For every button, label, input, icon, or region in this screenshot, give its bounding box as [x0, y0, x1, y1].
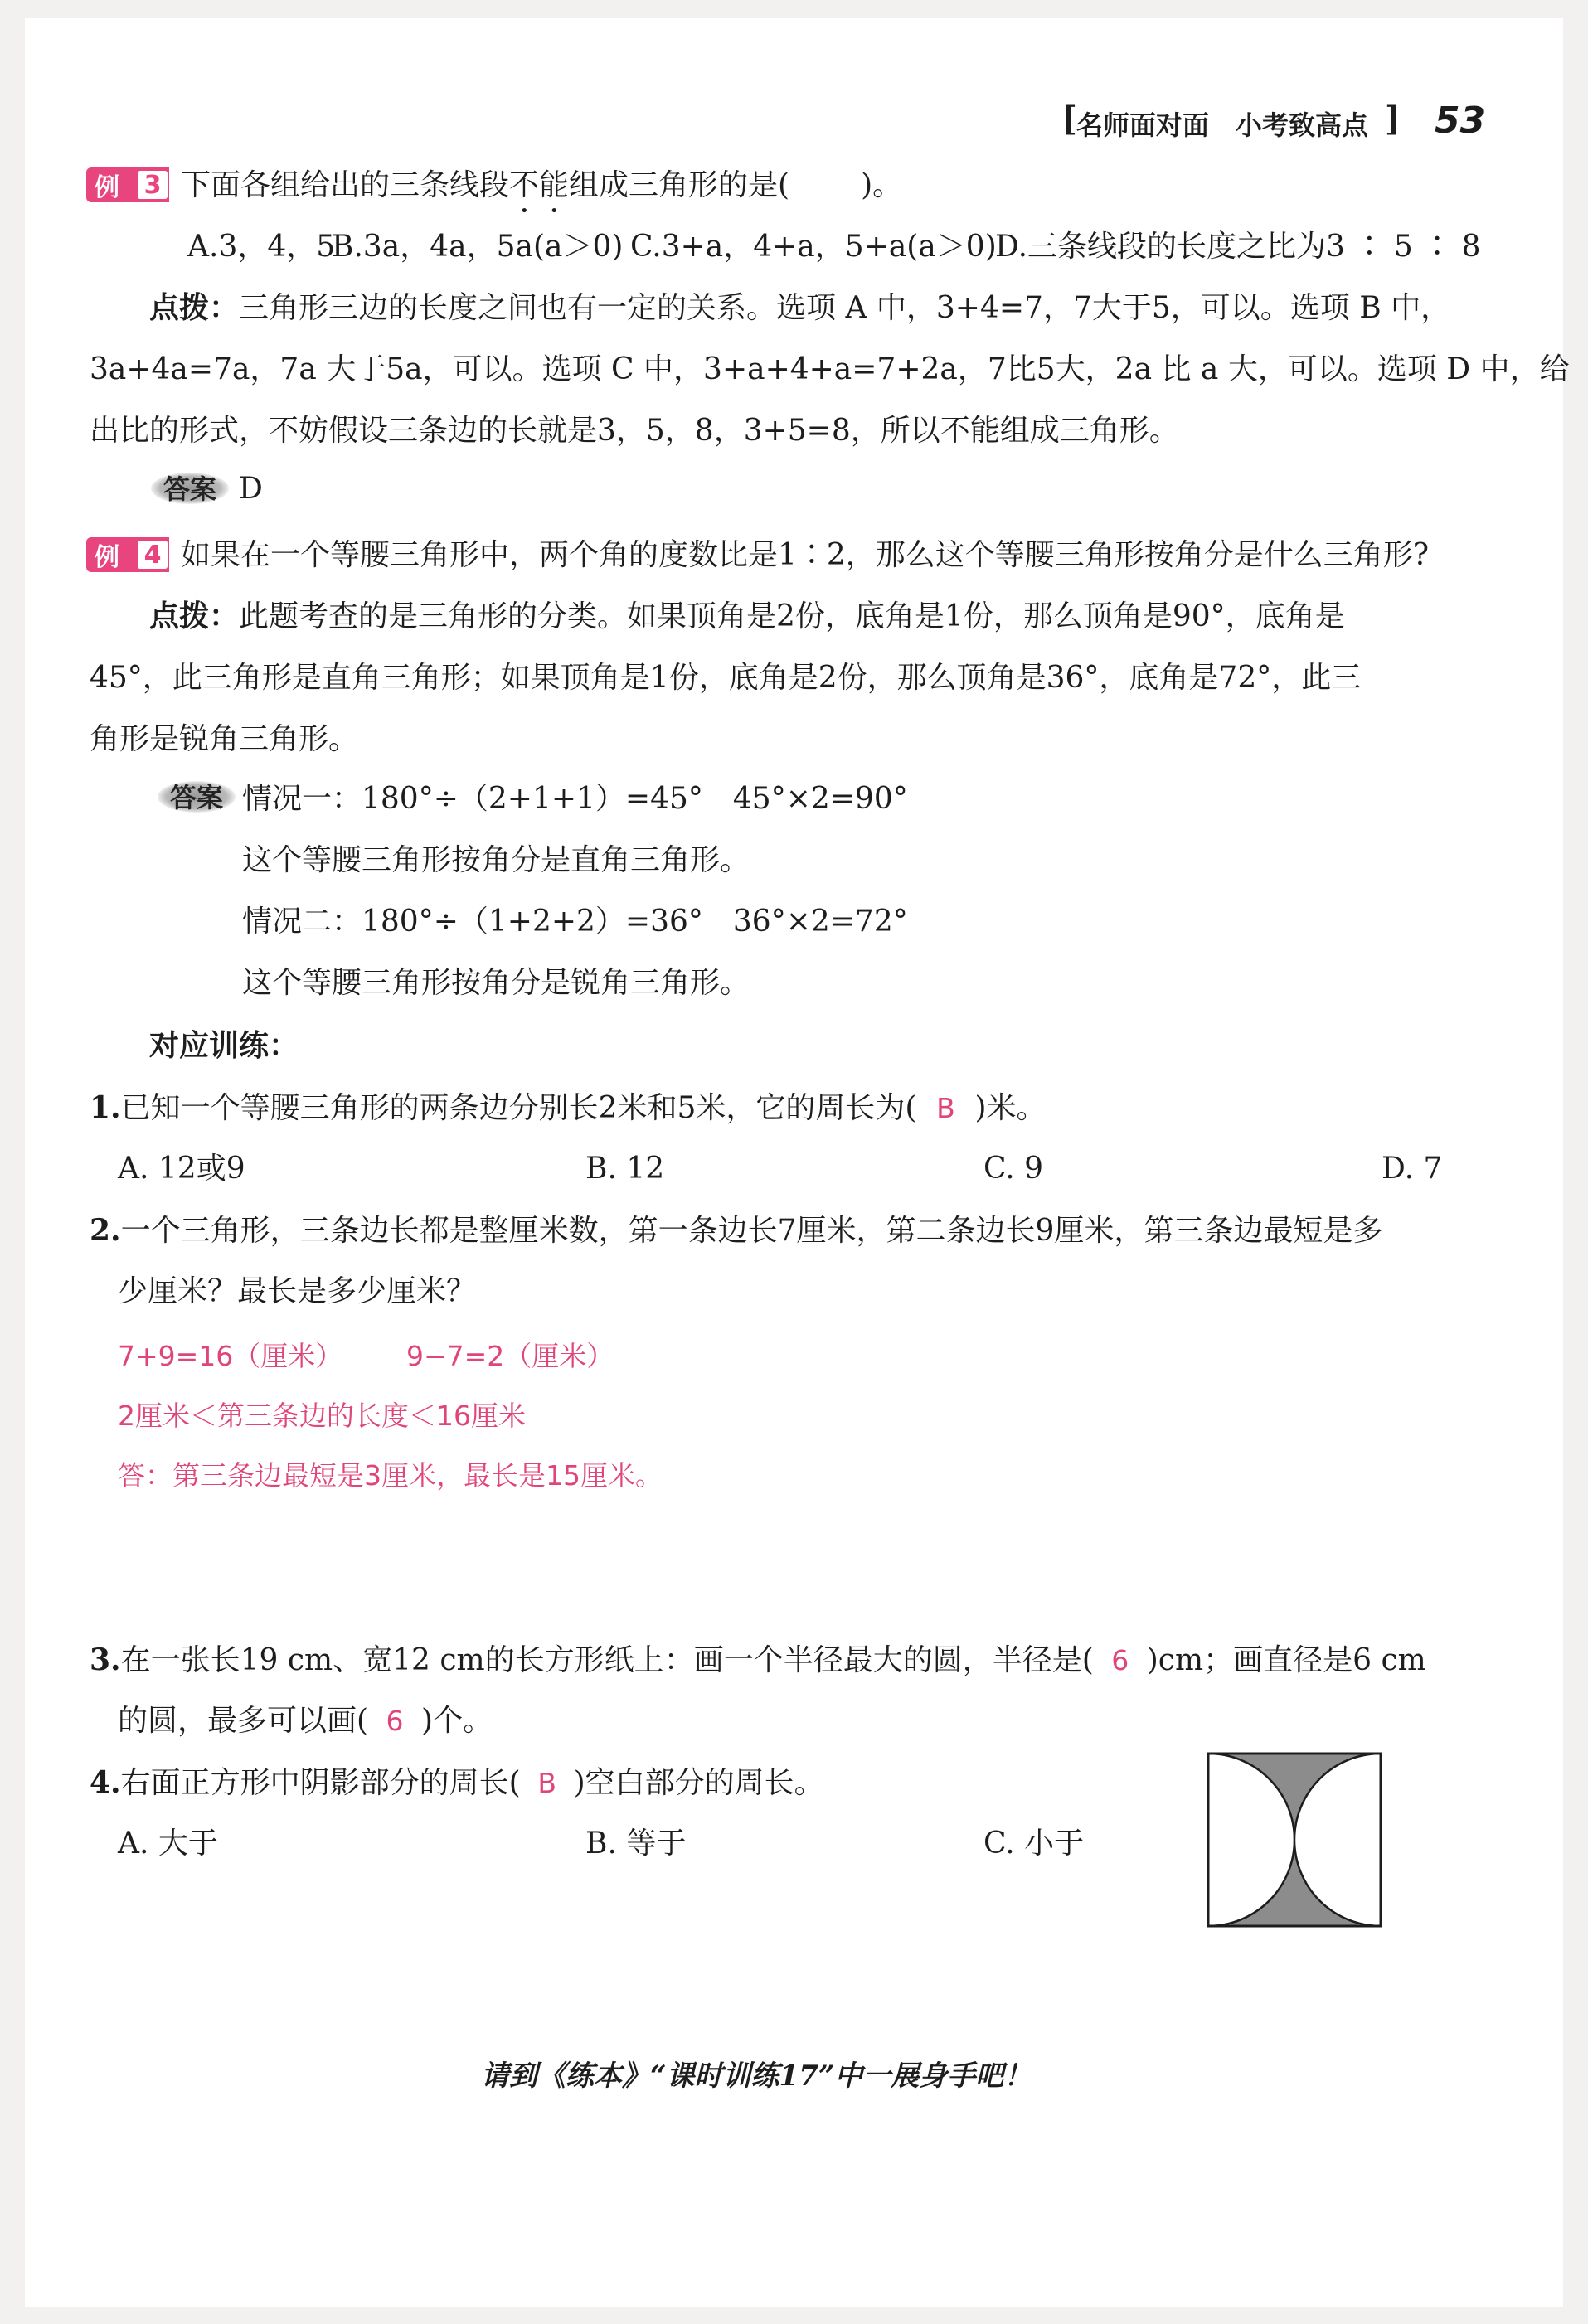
hint-text: 三角形三边的长度之间也有一定的关系。选项 A 中，3+4=7，7大于5，可以。选项 B 中，	[239, 291, 1451, 325]
q1-option-a: A. 12或9	[118, 1152, 245, 1186]
q1-option-c: C. 9	[983, 1152, 1044, 1186]
example-4-answer-line-1: 情况一：180°÷（2+1+1）=45° 45°×2=90°	[242, 782, 908, 816]
question-text: 组成三角形的是(	[569, 168, 790, 202]
q1-option-d: D. 7	[1382, 1152, 1443, 1186]
question-text: 下面各组给出的三条线段	[181, 168, 510, 202]
question-3-line-2	[118, 1701, 493, 1741]
example-3-option-d: D.三条线段的长度之比为3 ∶ 5 ∶ 8	[995, 230, 1481, 264]
question-2-line-1	[90, 1211, 1382, 1251]
q4-option-c: C. 小于	[983, 1827, 1085, 1861]
question-emphasis: 不能	[509, 168, 570, 202]
example-3-hint-line-1	[149, 289, 1450, 328]
example-3-tag	[86, 167, 169, 202]
example-tag-number: 3	[138, 171, 168, 199]
question-text: 在一张长19 cm、宽12 cm的长方形纸上：画一个半径最大的圆，半径是(	[120, 1643, 1094, 1677]
question-1	[90, 1088, 1047, 1128]
example-4-answer-line-2: 这个等腰三角形按角分是直角三角形。	[242, 843, 750, 877]
hint-label: 点拨：	[149, 291, 240, 325]
header-subtitle: 小考致高点	[1236, 109, 1369, 141]
question-number: 1.	[90, 1090, 121, 1125]
answer-badge: 答案	[156, 778, 237, 814]
question-text: )空白部分的周长。	[573, 1766, 824, 1800]
handwritten-range: 2厘米＜第三条边的长度＜16厘米	[118, 1400, 526, 1432]
header-bracket-right: ]	[1385, 99, 1401, 138]
example-4-hint-line-2: 45°，此三角形是直角三角形；如果顶角是1份，底角是2份，那么顶角是36°，底角是72°，此三	[90, 661, 1362, 695]
question-text: )米。	[974, 1091, 1047, 1125]
question-number: 3.	[90, 1642, 121, 1677]
hint-text: 此题考查的是三角形的分类。如果顶角是2份，底角是1份，那么顶角是90°，底角是	[239, 599, 1345, 633]
question-text: 右面正方形中阴影部分的周长(	[120, 1766, 521, 1800]
header-brand: 名师面对面	[1076, 109, 1210, 141]
filled-answer: B	[936, 1092, 955, 1124]
question-4	[90, 1763, 824, 1803]
example-tag-word: 例	[95, 543, 119, 572]
question-text: )。	[861, 168, 903, 202]
filled-answer: 6	[1111, 1644, 1129, 1676]
question-text: )cm；画直径是6 cm	[1146, 1643, 1426, 1677]
example-4-answer-line-3: 情况二：180°÷（1+2+2）=36° 36°×2=72°	[242, 905, 908, 939]
handwritten-calc-1: 7+9=16（厘米）	[118, 1340, 343, 1372]
shaded-square-figure	[1206, 1751, 1383, 1929]
filled-answer: 6	[386, 1705, 404, 1737]
question-text: 的圆，最多可以画(	[118, 1704, 369, 1738]
example-3-option-c: C.3+a，4+a，5+a(a＞0)	[630, 230, 997, 264]
handwritten-answer: 答：第三条边最短是3厘米，最长是15厘米。	[118, 1459, 663, 1492]
example-4-answer-line-4: 这个等腰三角形按角分是锐角三角形。	[242, 966, 750, 1000]
footer-note: 请到《练本》“课时训练17”中一展身手吧！	[481, 2060, 1032, 2093]
q4-option-a: A. 大于	[118, 1827, 218, 1861]
question-number: 2.	[90, 1213, 121, 1248]
hint-label: 点拨：	[149, 599, 240, 633]
question-2-line-2: 少厘米？最长是多少厘米？	[118, 1274, 477, 1308]
example-4-question: 如果在一个等腰三角形中，两个角的度数比是1∶2，那么这个等腰三角形按角分是什么三角形?	[181, 538, 1430, 572]
page	[25, 18, 1570, 2307]
page-number: 53	[1435, 99, 1486, 142]
header-bracket-left: [	[1061, 99, 1077, 138]
handwritten-calc-2: 9−7=2（厘米）	[406, 1340, 614, 1372]
filled-answer: B	[537, 1767, 556, 1799]
example-tag-word: 例	[95, 173, 119, 202]
question-text: )个。	[421, 1704, 493, 1738]
answer-value: D	[239, 472, 263, 506]
example-4-hint-line-3: 角形是锐角三角形。	[90, 722, 359, 756]
example-3-hint-line-3: 出比的形式，不妨假设三条边的长就是3，5，8，3+5=8，所以不能组成三角形。	[90, 414, 1179, 448]
answer-badge: 答案	[149, 469, 231, 506]
question-text: 已知一个等腰三角形的两条边分别长2米和5米，它的周长为(	[120, 1091, 917, 1125]
question-3-line-1	[90, 1640, 1426, 1681]
q1-option-b: B. 12	[585, 1152, 665, 1186]
example-3-question	[181, 166, 902, 220]
training-title: 对应训练：	[149, 1029, 299, 1063]
question-number: 4.	[90, 1765, 121, 1800]
example-4-hint-line-1	[149, 597, 1345, 637]
q4-option-b: B. 等于	[585, 1827, 687, 1861]
question-text: 一个三角形，三条边长都是整厘米数，第一条边长7厘米，第二条边长9厘米，第三条边最短是多	[120, 1214, 1383, 1248]
example-3-option-a: A.3，4，5	[187, 230, 336, 264]
example-4-tag	[86, 537, 169, 572]
example-tag-number: 4	[138, 541, 168, 569]
example-3-option-b: B.3a，4a，5a(a＞0)	[332, 230, 624, 264]
example-3-hint-line-2: 3a+4a=7a，7a 大于5a，可以。选项 C 中，3+a+4+a=7+2a，7比5大，2a 比 a 大，可以。选项 D 中，给	[90, 352, 1570, 386]
